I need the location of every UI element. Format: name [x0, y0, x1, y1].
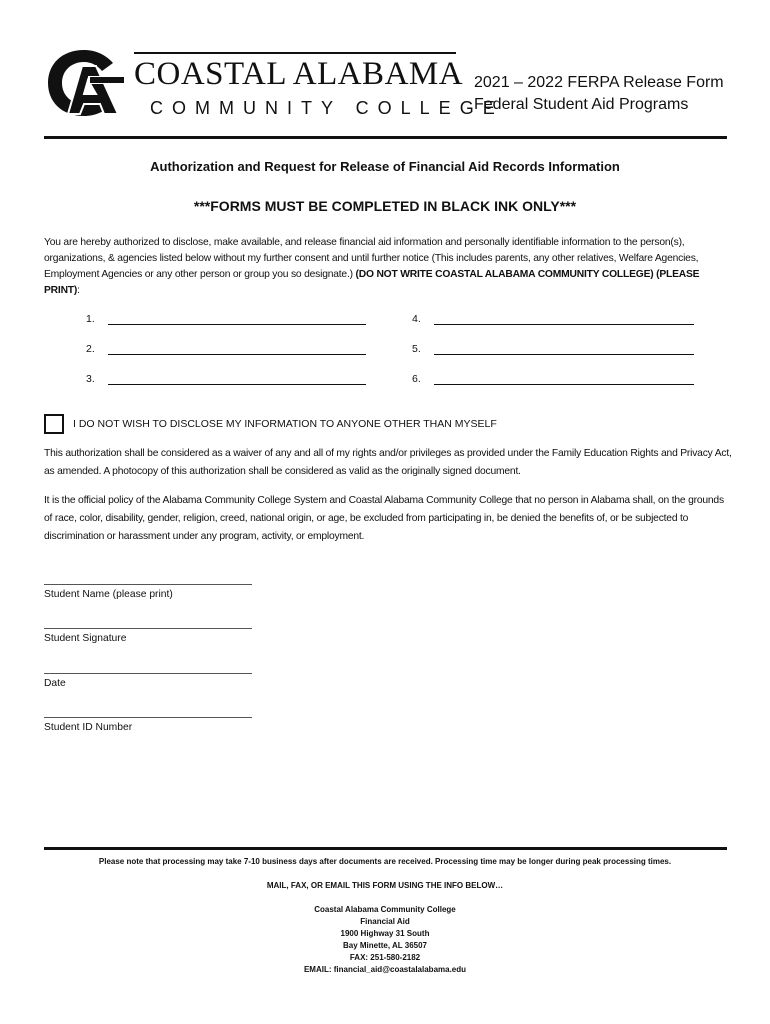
person-3-field[interactable] — [108, 373, 366, 385]
student-name-label: Student Name (please print) — [44, 589, 173, 600]
person-entry-4 — [412, 313, 694, 325]
person-number: 5. — [412, 343, 421, 355]
college-subtitle: COMMUNITY COLLEGE — [150, 98, 504, 118]
person-entry-1 — [86, 313, 366, 325]
student-name-field[interactable] — [44, 584, 252, 585]
person-entry-5 — [412, 343, 694, 355]
student-id-field[interactable] — [44, 717, 252, 718]
authorization-heading: Authorization and Request for Release of Financial Aid Records Information — [150, 159, 620, 174]
person-2-field[interactable] — [108, 343, 366, 355]
form-title: 2021 – 2022 FERPA Release Form — [474, 74, 724, 91]
no-disclose-checkbox[interactable] — [44, 414, 64, 434]
intro-bold-notice: (DO NOT WRITE COASTAL ALABAMA COMMUNITY COLLEGE) (PLEASE PRINT) — [44, 269, 700, 296]
person-number: 6. — [412, 373, 421, 385]
email-address: EMAIL: financial_aid@coastalalabama.edu — [303, 965, 467, 974]
fax-number: FAX: 251-580-2182 — [349, 953, 421, 962]
address-department: Financial Aid — [360, 917, 410, 926]
date-field[interactable] — [44, 673, 252, 674]
student-signature-label: Student Signature — [44, 633, 127, 644]
header-divider — [44, 136, 727, 139]
college-name-rule — [134, 52, 456, 54]
person-number: 2. — [86, 343, 95, 355]
person-number: 3. — [86, 373, 95, 385]
address-city: Bay Minette, AL 36507 — [342, 941, 428, 950]
no-disclose-label: I DO NOT WISH TO DISCLOSE MY INFORMATION TO ANYONE OTHER THAN MYSELF — [73, 418, 497, 430]
person-number: 4. — [412, 313, 421, 325]
mail-instruction: MAIL, FAX, OR EMAIL THIS FORM USING THE INFO BELOW… — [266, 881, 504, 890]
footer-divider — [44, 847, 727, 850]
college-name: COASTAL ALABAMA — [134, 56, 464, 92]
address-name: Coastal Alabama Community College — [314, 905, 456, 914]
authorization-intro — [44, 235, 734, 299]
waiver-paragraph: This authorization shall be considered as a waiver of any and all of my rights and/or privileges as provided under the Family Education Rights and Privacy Act, as amended. A photocopy of this authorization shall be considered as valid as the originally signed document. — [44, 448, 732, 477]
student-signature-field[interactable] — [44, 628, 252, 629]
form-subtitle: Federal Student Aid Programs — [474, 96, 689, 113]
address-street: 1900 Highway 31 South — [340, 929, 430, 938]
black-ink-notice: ***FORMS MUST BE COMPLETED IN BLACK INK ONLY*** — [193, 198, 577, 214]
intro-end: : — [77, 285, 80, 296]
person-4-field[interactable] — [434, 313, 694, 325]
person-number: 1. — [86, 313, 95, 325]
processing-note: Please note that processing may take 7-10 business days after documents are received. Processing time may be longer during peak processing times. — [98, 857, 672, 866]
policy-paragraph: It is the official policy of the Alabama Community College System and Coastal Alabama Community College that no person in Alabama shall, on the grounds of race, color, disability, gender, religion, creed, national origin, or age, be excluded from participating in, be denied the benefits of, or be subjected to discrimination or harassment under any program, activity, or employment. — [44, 495, 724, 542]
person-entry-2 — [86, 343, 366, 355]
person-5-field[interactable] — [434, 343, 694, 355]
person-entry-6 — [412, 373, 694, 385]
intro-text: You are hereby authorized to disclose, make available, and release financial aid information and personally identifiable information to the person(s), organizations, & agencies listed below without my further consent and until further notice (This includes parents, any other relatives, Welfare Agencies, Employment Agencies or any other person or group you so designate.) — [44, 237, 699, 280]
person-1-field[interactable] — [108, 313, 366, 325]
student-id-label: Student ID Number — [44, 722, 133, 733]
date-label: Date — [44, 678, 66, 689]
person-entry-3 — [86, 373, 366, 385]
college-logo-icon — [44, 46, 126, 120]
person-6-field[interactable] — [434, 373, 694, 385]
